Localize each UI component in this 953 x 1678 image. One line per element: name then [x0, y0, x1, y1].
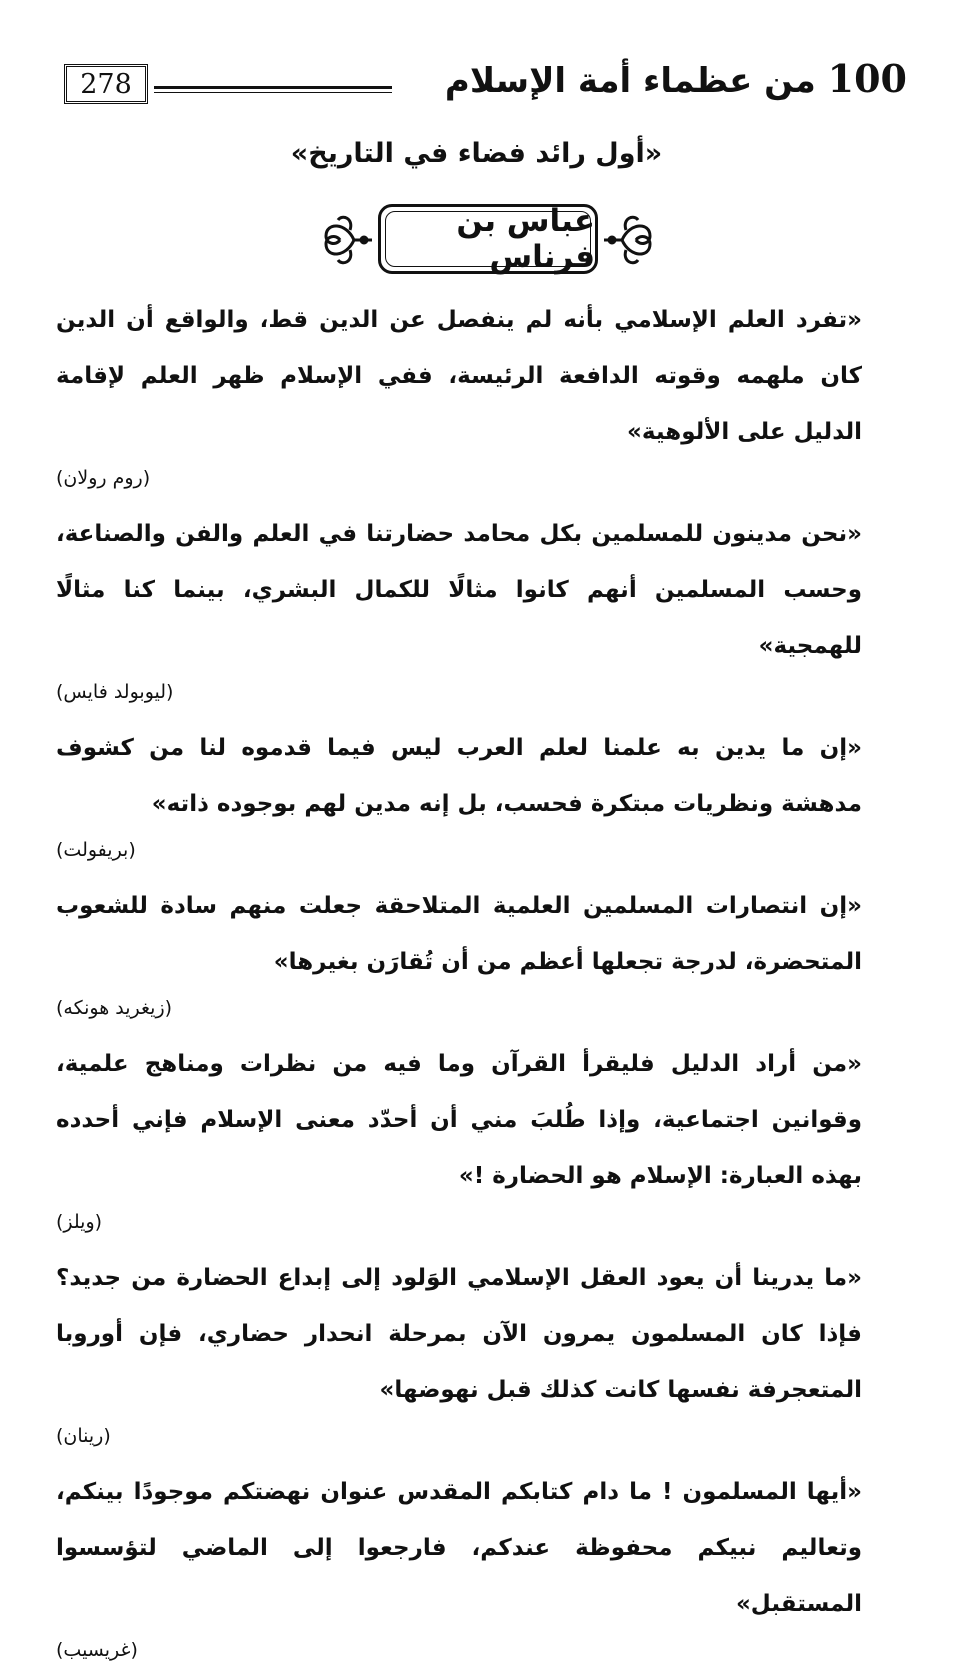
quote-author: (ليوبولد فايس)	[56, 681, 174, 703]
book-title-number: 100	[827, 56, 907, 101]
chapter-subtitle: «أول رائد فضاء في التاريخ»	[290, 138, 663, 169]
book-title-text: من عظماء أمة الإسلام	[444, 61, 816, 101]
quote	[56, 878, 862, 1030]
ornament-scroll-icon	[320, 208, 376, 272]
chapter-title-frame	[318, 200, 658, 284]
quote	[56, 1464, 862, 1672]
book-title	[445, 56, 907, 101]
quotes-list	[56, 292, 862, 1678]
quote-text: «من أراد الدليل فليقرأ القرآن وما فيه من نظرات ومناهج علمية، وقوانين اجتماعية، وإذا طُلبَ مني أن أحدّد معنى الإسلام فإني أحدده بهذه العبارة: الإسلام هو الحضارة !»	[56, 1051, 862, 1189]
quote-text: «أيها المسلمون ! ما دام كتابكم المقدس عنوان نهضتكم موجودًا بينكم، وتعاليم نبيكم محفوظة عندكم، فارجعوا إلى الماضي لتؤسسوا المستقبل»	[56, 1479, 862, 1617]
page-number: 278	[64, 64, 148, 104]
quote-text: «ما يدرينا أن يعود العقل الإسلامي الوَلود إلى إبداع الحضارة من جديد؟ فإذا كان المسلمون يمرون الآن بمرحلة انحدار حضاري، فإن أوروبا المتعجرفة نفسها كانت كذلك قبل نهوضها»	[56, 1265, 862, 1403]
quote-author: (ويلز)	[56, 1211, 103, 1233]
quote-text: «تفرد العلم الإسلامي بأنه لم ينفصل عن الدين قط، والواقع أن الدين كان ملهمه وقوته الدافعة الرئيسة، ففي الإسلام ظهر العلم لإقامة الدليل على الألوهية»	[56, 307, 862, 445]
header-rule	[154, 86, 392, 93]
quote	[56, 292, 862, 500]
quote	[56, 506, 862, 714]
ornament-scroll-icon	[600, 208, 656, 272]
quote-author: (بريفولت)	[56, 839, 136, 861]
page-header	[64, 52, 907, 116]
quote	[56, 1250, 862, 1458]
quote-text: «نحن مدينون للمسلمين بكل محامد حضارتنا في العلم والفن والصناعة، وحسب المسلمين أنهم كانوا مثالًا للكمال البشري، بينما كنا مثالًا للهمجية»	[56, 521, 862, 659]
quote-author: (روم رولان)	[56, 467, 151, 489]
quote-author: (غريسيب)	[56, 1639, 138, 1661]
quote	[56, 1036, 862, 1244]
chapter-title: عباس بن فرناس	[378, 204, 598, 274]
quote-author: (زيغريد هونكه)	[56, 997, 173, 1019]
quote	[56, 720, 862, 872]
quote-text: «إن ما يدين به علمنا لعلم العرب ليس فيما قدموه لنا من كشوف مدهشة ونظريات مبتكرة فحسب، بل إنه مدين لهم بوجوده ذاته»	[56, 735, 862, 817]
quote-text: «إن انتصارات المسلمين العلمية المتلاحقة جعلت منهم سادة للشعوب المتحضرة، لدرجة تجعلها أعظم من أن تُقارَن بغيرها»	[56, 893, 862, 975]
quote-author: (رينان)	[56, 1425, 111, 1447]
